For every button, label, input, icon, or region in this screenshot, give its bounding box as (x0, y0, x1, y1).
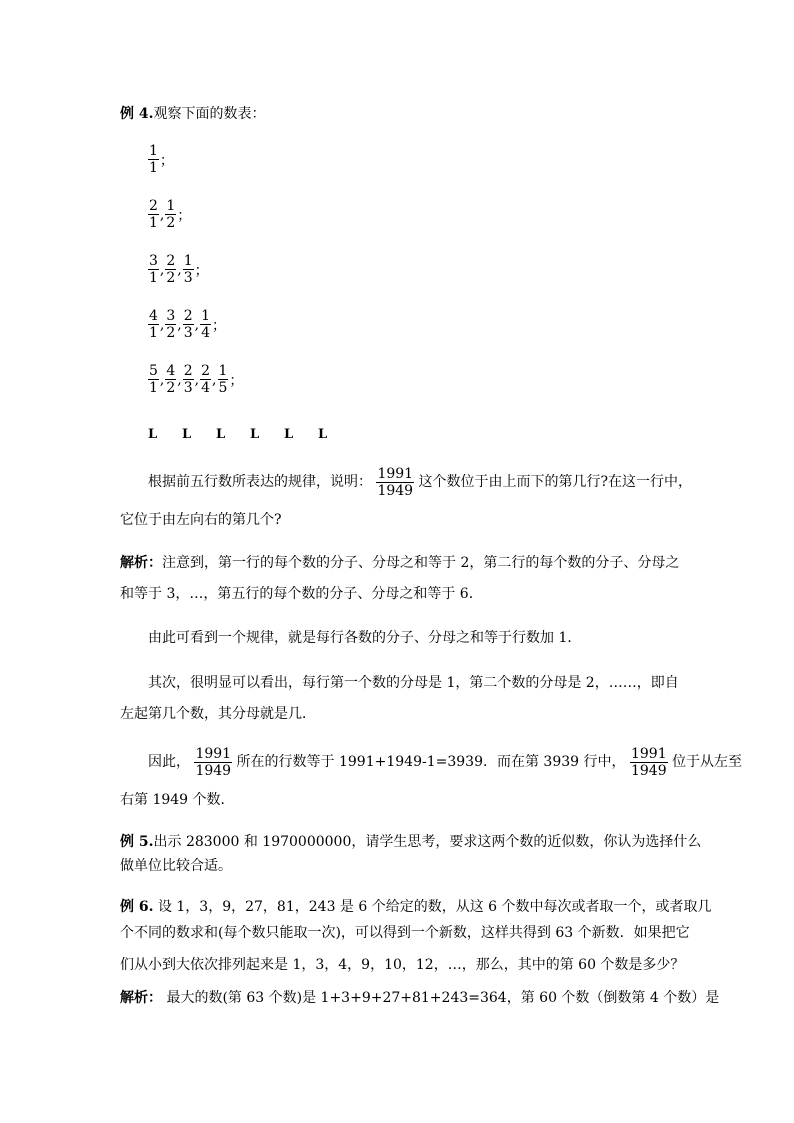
question-line-1 (148, 464, 692, 500)
fraction-separator: , (159, 206, 165, 223)
example-4-label: 例 4. (120, 106, 154, 122)
fraction-separator: , (159, 261, 165, 278)
row-end-punctuation: ； (177, 207, 192, 224)
example-4-text: 观察下面的数表： (153, 106, 266, 122)
fraction-separator: , (194, 316, 200, 333)
table-fraction: $\frac{1}{5}$ (218, 363, 228, 396)
question-text-after: 这个数位于由上而下的第几行?在这一行中， (418, 474, 693, 490)
example-6-line-1: 例 6. 设 1，3，9，27，81，243 是 6 个给定的数，从这 6 个数中每次或者取一个，或者取几 (120, 899, 712, 915)
ellipsis-mark: L (216, 427, 226, 442)
table-fraction: $\frac{2}{3}$ (183, 308, 193, 341)
table-fraction: $\frac{4}{1}$ (149, 308, 158, 341)
paragraph-3-line-2: 左起第几个数，其分母就是几． (120, 706, 316, 722)
ellipsis-mark: L (318, 427, 328, 442)
paragraph-4-fraction-2: $\frac{1991}{1949}$ (630, 745, 667, 779)
fraction-separator: , (159, 371, 165, 388)
table-fraction: $\frac{1}{2}$ (166, 198, 176, 231)
row-end-punctuation: ； (212, 317, 227, 334)
number-table-row-2 (148, 198, 192, 231)
fraction-separator: , (177, 371, 182, 388)
paragraph-2: 由此可看到一个规律，就是每行各数的分子、分母之和等于行数加 1． (148, 630, 582, 646)
number-table-row-3 (148, 253, 210, 286)
ellipsis-mark: L (250, 427, 260, 442)
solution-line-1: 解析：注意到，第一行的每个数的分子、分母之和等于 2，第二行的每个数的分子、分母之 (120, 555, 680, 571)
ellipsis-mark: L (182, 427, 192, 442)
number-table-row-4 (148, 308, 227, 341)
table-fraction: $\frac{5}{1}$ (149, 363, 158, 396)
table-fraction: $\frac{3}{2}$ (166, 308, 176, 341)
solution-line-2: 和等于 3，…，第五行的每个数的分子、分母之和等于 6． (120, 586, 483, 602)
question-text-before: 根据前五行数所表达的规律，说明： (148, 474, 372, 490)
table-fraction: $\frac{1}{4}$ (201, 308, 211, 341)
fraction-separator: , (159, 316, 165, 333)
example-4-heading (120, 104, 266, 124)
paragraph-4-fraction-1: $\frac{1991}{1949}$ (195, 745, 232, 779)
table-ellipsis (148, 427, 352, 442)
table-fraction: $\frac{2}{3}$ (183, 363, 193, 396)
example-5-label: 例 5. (120, 834, 154, 850)
example-6-solution-label: 解析： (120, 990, 162, 1006)
ellipsis-mark: L (148, 427, 158, 442)
question-line-2: 它位于由左向右的第几个? (120, 512, 282, 528)
fraction-separator: , (177, 316, 182, 333)
paragraph-4-line-2: 右第 1949 个数． (120, 792, 235, 808)
paragraph-3-line-1: 其次，很明显可以看出，每行第一个数的分母是 1，第二个数的分母是 2，……，即自 (148, 675, 679, 691)
table-fraction: $\frac{3}{1}$ (149, 253, 158, 286)
solution-label: 解析： (120, 555, 162, 571)
table-fraction: $\frac{2}{2}$ (166, 253, 176, 286)
example-6-solution-line-1: 解析： 最大的数(第 63 个数)是 1+3+9+27+81+243=364，第 60 个数（倒数第 4 个数）是 (120, 990, 720, 1006)
table-fraction: $\frac{1}{3}$ (183, 253, 193, 286)
table-fraction: $\frac{2}{1}$ (149, 198, 158, 231)
paragraph-4-line-1: 因此， $\frac{1991}{1949}$ 所在的行数等于 1991+1949-1=3939．而在第 3939 行中， $\frac{1991}{1949}$ 位于从左至 (148, 745, 743, 779)
fraction-separator: , (194, 371, 200, 388)
example-6-line-2: 个不同的数求和(每个数只能取一次)，可以得到一个新数，这样共得到 63 个新数．如果把它 (120, 925, 690, 941)
number-table-row-1 (148, 143, 175, 176)
row-end-punctuation: ； (159, 152, 174, 169)
table-fraction: $\frac{4}{2}$ (166, 363, 176, 396)
question-fraction: $\frac{1991}{1949}$ (377, 465, 414, 499)
table-fraction: $\frac{2}{4}$ (201, 363, 211, 396)
row-end-punctuation: ； (229, 372, 244, 389)
row-end-punctuation: ； (194, 262, 209, 279)
example-5-line-1: 例 5.出示 283000 和 1970000000，请学生思考，要求这两个数的近似数，你认为选择什么 (120, 834, 702, 850)
ellipsis-mark: L (284, 427, 294, 442)
example-6-label: 例 6. (120, 899, 154, 915)
example-5-line-2: 做单位比较合适。 (120, 858, 232, 874)
fraction-separator: , (212, 371, 217, 388)
fraction-separator: , (177, 261, 182, 278)
example-6-line-3: 们从小到大依次排列起来是 1，3，4，9，10，12，…，那么，其中的第 60 个数是多少？ (120, 957, 685, 973)
table-fraction: $\frac{1}{1}$ (149, 143, 158, 176)
number-table-row-5 (148, 363, 244, 396)
